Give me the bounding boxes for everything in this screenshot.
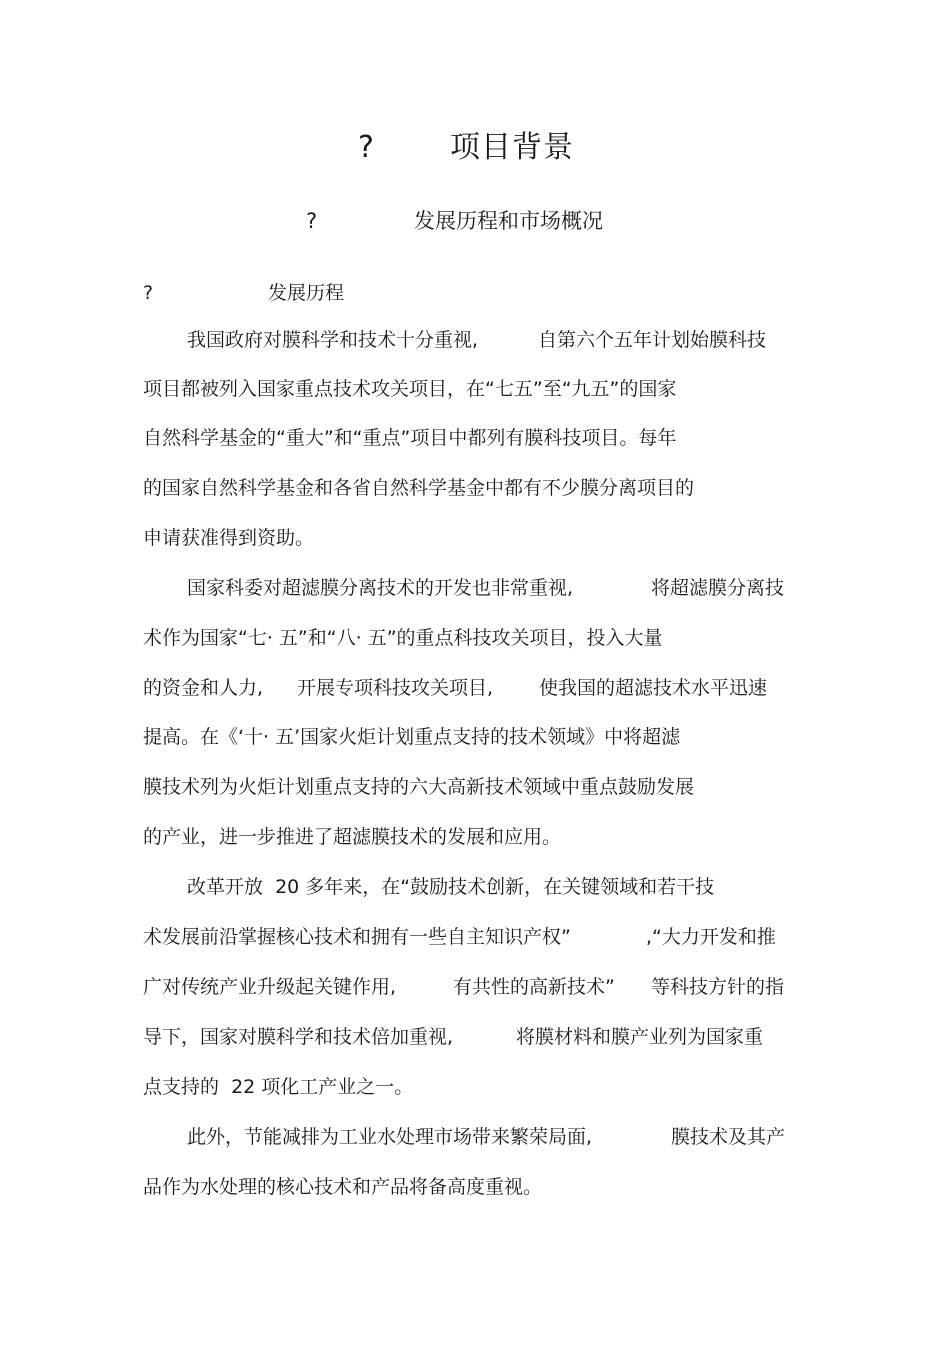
text-line bbox=[0, 622, 950, 654]
text-segment: 申请获准得到资助。 bbox=[143, 527, 315, 549]
text-segment: 此外，节能减排为工业水处理市场带来繁荣局面, bbox=[187, 1126, 593, 1148]
text-line bbox=[0, 921, 950, 953]
text-segment: 我国政府对膜科学和技术十分重视, bbox=[187, 329, 479, 351]
text-line bbox=[0, 1171, 950, 1203]
heading-number-placeholder: ? bbox=[358, 130, 374, 165]
text-segment: 点支持的 22 项化工产业之一。 bbox=[143, 1076, 414, 1098]
text-line bbox=[0, 422, 950, 454]
heading-title: 项目背景 bbox=[450, 130, 574, 165]
text-segment: 术作为国家“七· 五”和“八· 五”的重点科技攻关项目，投入大量 bbox=[143, 627, 663, 649]
text-line bbox=[0, 1021, 950, 1053]
text-segment: 自然科学基金的“重大”和“重点”项目中都列有膜科技项目。每年 bbox=[143, 427, 677, 449]
text-line bbox=[0, 472, 950, 504]
sub-subheading-number-placeholder: ? bbox=[143, 282, 154, 304]
sub-subheading-title: 发展历程 bbox=[268, 282, 345, 304]
text-segment: 术发展前沿掌握核心技术和拥有一些自主知识产权” bbox=[143, 926, 571, 948]
text-segment: 将膜材料和膜产业列为国家重 bbox=[516, 1026, 764, 1048]
text-line bbox=[0, 672, 950, 704]
text-segment: 的国家自然科学基金和各省自然科学基金中都有不少膜分离项目的 bbox=[143, 477, 695, 499]
text-segment: 的产业，进一步推进了超滤膜技术的发展和应用。 bbox=[143, 826, 562, 848]
text-line bbox=[0, 1121, 950, 1153]
text-line bbox=[0, 324, 950, 356]
text-segment: 的资金和人力, bbox=[143, 677, 264, 699]
text-line bbox=[0, 871, 950, 903]
text-line bbox=[0, 572, 950, 604]
text-segment: 膜技术列为火炬计划重点支持的六大高新技术领域中重点鼓励发展 bbox=[143, 776, 695, 798]
subsection-heading bbox=[0, 204, 950, 238]
sub-subsection-heading bbox=[0, 278, 950, 308]
text-line bbox=[0, 721, 950, 753]
text-segment: 有共性的高新技术” bbox=[453, 976, 615, 998]
text-segment: 改革开放 20 多年来，在“鼓励技术创新，在关键领域和若干技 bbox=[187, 876, 715, 898]
text-line bbox=[0, 373, 950, 405]
text-line bbox=[0, 771, 950, 803]
text-line bbox=[0, 971, 950, 1003]
text-segment: 使我国的超滤技术水平迅速 bbox=[539, 677, 768, 699]
text-line bbox=[0, 1071, 950, 1103]
text-line bbox=[0, 821, 950, 853]
text-line bbox=[0, 522, 950, 554]
text-segment: 开展专项科技攻关项目, bbox=[297, 677, 494, 699]
text-segment: 提高。在《‘十· 五’国家火炬计划重点支持的技术领域》中将超滤 bbox=[143, 726, 681, 748]
text-segment: 将超滤膜分离技 bbox=[651, 577, 785, 599]
text-segment: 导下，国家对膜科学和技术倍加重视, bbox=[143, 1026, 454, 1048]
subheading-title: 发展历程和市场概况 bbox=[414, 209, 603, 233]
text-segment: 自第六个五年计划始膜科技 bbox=[538, 329, 767, 351]
text-segment: 等科技方针的指 bbox=[651, 976, 785, 998]
text-segment: 广对传统产业升级起关键作用, bbox=[143, 976, 397, 998]
section-heading bbox=[0, 126, 950, 170]
text-segment: 国家科委对超滤膜分离技术的开发也非常重视, bbox=[187, 577, 574, 599]
subheading-number-placeholder: ? bbox=[306, 209, 318, 233]
text-segment: 膜技术及其产 bbox=[671, 1126, 786, 1148]
text-segment: 品作为水处理的核心技术和产品将备高度重视。 bbox=[143, 1176, 543, 1198]
text-segment: 项目都被列入国家重点技术攻关项目，在“七五”至“九五”的国家 bbox=[143, 378, 677, 400]
text-segment: ,“大力开发和推 bbox=[646, 926, 776, 948]
